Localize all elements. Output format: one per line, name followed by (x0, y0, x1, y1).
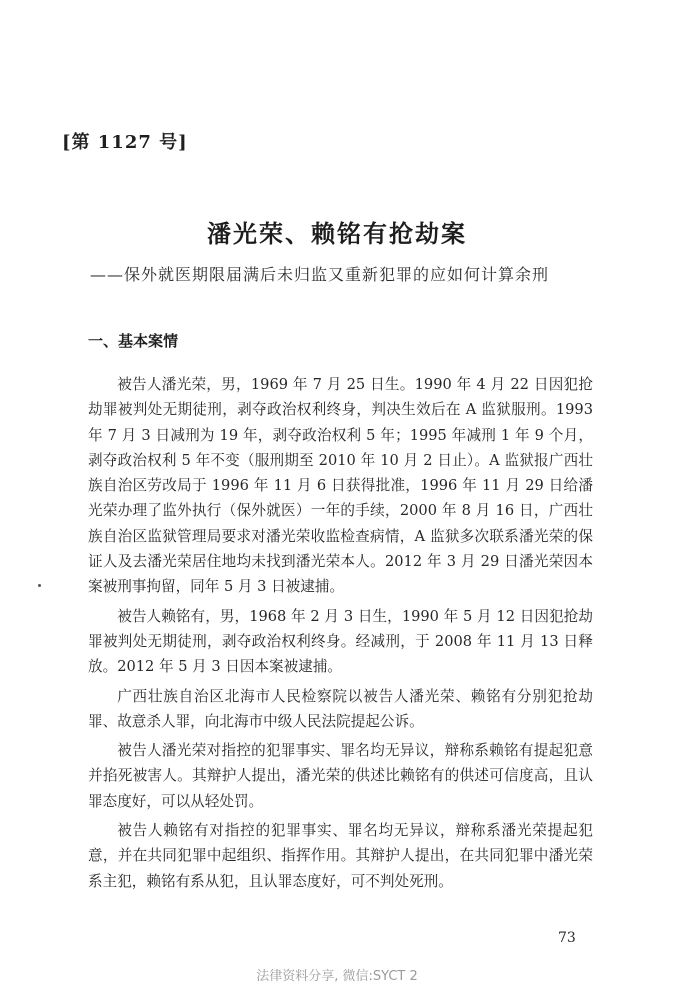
paragraph-lai-defense: 被告人赖铭有对指控的犯罪事实、罪名均无异议，辩称系潘光荣提起犯意，并在共同犯罪中起组织、指挥作用。其辩护人提出，在共同犯罪中潘光荣系主犯，赖铭有系从犯，且认罪态度好，可不判处死刑。 (88, 822, 593, 890)
paragraph-prosecution: 广西壮族自治区北海市人民检察院以被告人潘光荣、赖铭有分别犯抢劫罪、故意杀人罪，向北海市中级人民法院提起公诉。 (88, 687, 593, 730)
article-title: 潘光荣、赖铭有抢劫案 (207, 219, 467, 248)
case-number: [第 1127 号] (62, 132, 188, 153)
body-text (88, 372, 593, 898)
paragraph-pan-defense: 被告人潘光荣对指控的犯罪事实、罪名均无异议，辩称系赖铭有提起犯意并掐死被害人。其辩护人提出，潘光荣的供述比赖铭有的供述可信度高，且认罪态度好，可以从轻处罚。 (88, 742, 593, 810)
watermark: 法律资料分享, 微信:SYCT 2 (256, 969, 418, 984)
page-number: 73 (558, 930, 576, 946)
paragraph-lai-mingyou: 被告人赖铭有，男，1968 年 2 月 3 日生，1990 年 5 月 12 日因犯抢劫罪被判处无期徒刑，剥夺政治权利终身。经减刑，于 2008 年 11 月 13 日释放。2012 年 5 月 3 日因本案被逮捕。 (88, 607, 593, 676)
stray-dot-mark (38, 584, 41, 587)
article-subtitle: ——保外就医期限届满后未归监又重新犯罪的应如何计算余刑 (90, 265, 550, 284)
section-heading: 一、基本案情 (88, 332, 179, 350)
paragraph-pan-guangrong: 被告人潘光荣，男，1969 年 7 月 25 日生。1990 年 4 月 22 日因犯抢劫罪被判处无期徒刑，剥夺政治权利终身，判决生效后在 A 监狱服刑。1993 年 7 月 3 日减刑为 19 年，剥夺政治权利 5 年；1995 年减刑 1 年 9 个月，剥夺政治权利 5 年不变（服刑期至 2010 年 10 月 2 日止）。A 监狱报广西壮族自治区劳改局于 1996 年 11 月 6 日获得批准，1996 年 11 月 29 日给潘光荣办理了监外执行（保外就医）一年的手续，2000 年 8 月 16 日，广西壮族自治区监狱管理局要求对潘光荣收监检查病情，A 监狱多次联系潘光荣的保证人及去潘光荣居住地均未找到潘光荣本人。2012 年 3 月 29 日潘光荣因本案被刑事拘留，同年 5 月 3 日被逮捕。 (88, 376, 593, 596)
